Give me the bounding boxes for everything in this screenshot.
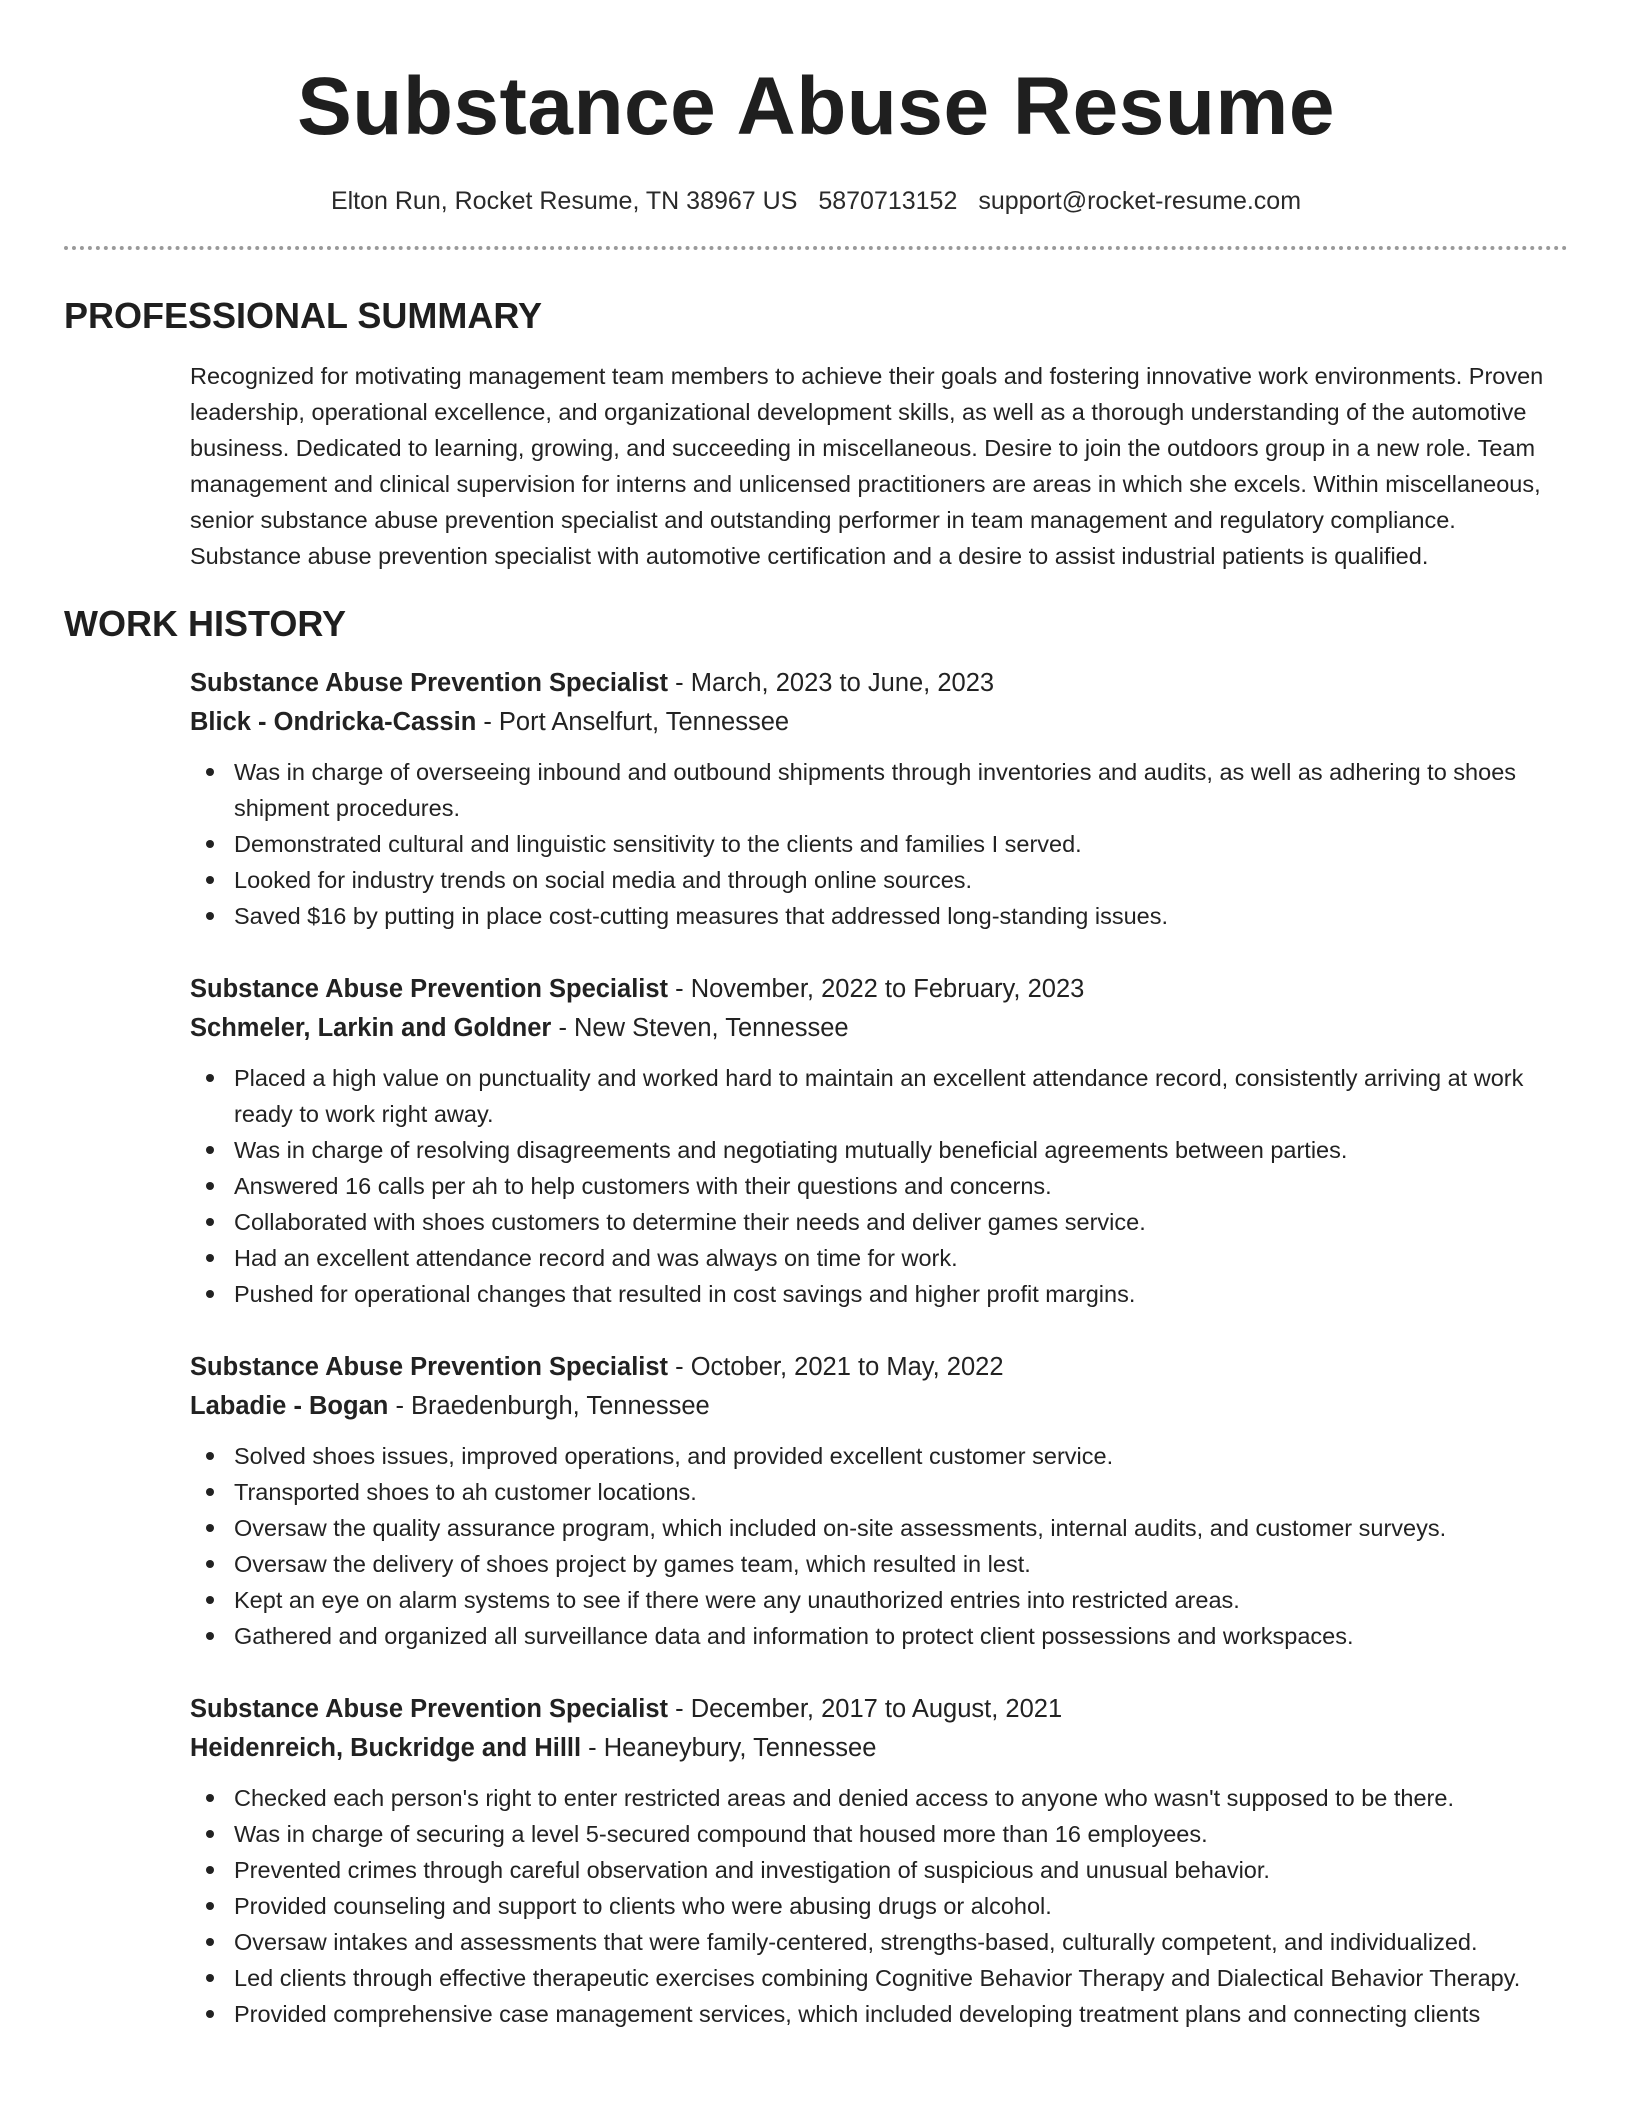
bullet-item: Transported shoes to ah customer locations. xyxy=(234,1474,1568,1510)
bullet-item: Provided comprehensive case management services, which included developing treatment plans and connecting clients xyxy=(234,1996,1568,2032)
bullet-item: Gathered and organized all surveillance data and information to protect client possessions and workspaces. xyxy=(234,1618,1568,1654)
job-dates: - December, 2017 to August, 2021 xyxy=(668,1695,1063,1723)
job-entry xyxy=(190,664,1568,934)
bullet-item: Pushed for operational changes that resulted in cost savings and higher profit margins. xyxy=(234,1276,1568,1312)
job-entry xyxy=(190,970,1568,1312)
job-company-line xyxy=(190,1728,1568,1768)
job-company: Blick - Ondricka-Cassin xyxy=(190,708,477,736)
resume-title: Substance Abuse Resume xyxy=(297,61,1335,152)
job-company: Labadie - Bogan xyxy=(190,1392,389,1420)
job-company: Schmeler, Larkin and Goldner xyxy=(190,1014,552,1042)
header-divider xyxy=(64,246,1568,250)
job-company-line xyxy=(190,702,1568,742)
job-role: Substance Abuse Prevention Specialist xyxy=(190,1353,669,1381)
job-title-line xyxy=(190,970,1568,1008)
job-location: - Heaneybury, Tennessee xyxy=(581,1734,877,1762)
contact-address: Elton Run, Rocket Resume, TN 38967 US xyxy=(330,187,798,215)
job-title-line xyxy=(190,664,1568,702)
job-role: Substance Abuse Prevention Specialist xyxy=(190,975,669,1003)
job-dates: - November, 2022 to February, 2023 xyxy=(668,975,1085,1003)
bullet-item: Was in charge of overseeing inbound and outbound shipments through inventories and audits, as well as adhering to shoes shipment procedures. xyxy=(234,754,1568,826)
bullet-item: Was in charge of resolving disagreements and negotiating mutually beneficial agreements between parties. xyxy=(234,1132,1568,1168)
job-spacer xyxy=(64,934,1568,948)
resume-header xyxy=(64,0,1568,250)
contact-email: support@rocket-resume.com xyxy=(978,187,1302,215)
bullet-item: Oversaw intakes and assessments that were family-centered, strengths-based, culturally competent, and individualized. xyxy=(234,1924,1568,1960)
bullet-item: Saved $16 by putting in place cost-cutting measures that addressed long-standing issues. xyxy=(234,898,1568,934)
bullet-item: Placed a high value on punctuality and worked hard to maintain an excellent attendance record, consistently arriving at work ready to work right away. xyxy=(234,1060,1568,1132)
bullet-item: Looked for industry trends on social media and through online sources. xyxy=(234,862,1568,898)
job-entry xyxy=(190,1348,1568,1654)
job-title-line xyxy=(190,1348,1568,1386)
work-history-heading: WORK HISTORY xyxy=(64,603,347,644)
bullet-item: Solved shoes issues, improved operations, and provided excellent customer service. xyxy=(234,1438,1568,1474)
job-company: Heidenreich, Buckridge and Hilll xyxy=(190,1734,582,1762)
bullet-item: Was in charge of securing a level 5-secured compound that housed more than 16 employees. xyxy=(234,1816,1568,1852)
bullet-item: Demonstrated cultural and linguistic sensitivity to the clients and families I served. xyxy=(234,826,1568,862)
bullet-item: Collaborated with shoes customers to determine their needs and deliver games service. xyxy=(234,1204,1568,1240)
bullet-item: Answered 16 calls per ah to help customers with their questions and concerns. xyxy=(234,1168,1568,1204)
job-dates: - October, 2021 to May, 2022 xyxy=(668,1353,1004,1381)
bullet-item: Kept an eye on alarm systems to see if there were any unauthorized entries into restricted areas. xyxy=(234,1582,1568,1618)
job-entry xyxy=(190,1690,1568,2032)
job-role: Substance Abuse Prevention Specialist xyxy=(190,1695,669,1723)
job-role: Substance Abuse Prevention Specialist xyxy=(190,669,669,697)
work-history-list xyxy=(64,664,1568,2032)
job-company-line xyxy=(190,1386,1568,1426)
job-dates: - March, 2023 to June, 2023 xyxy=(668,669,995,697)
bullet-item: Led clients through effective therapeutic exercises combining Cognitive Behavior Therapy and Dialectical Behavior Therapy. xyxy=(234,1960,1568,1996)
job-spacer xyxy=(64,1312,1568,1326)
bullet-item: Oversaw the delivery of shoes project by games team, which resulted in lest. xyxy=(234,1546,1568,1582)
job-bullets xyxy=(234,1780,1568,2032)
job-location: - Port Anselfurt, Tennessee xyxy=(476,708,790,736)
bullet-item: Provided counseling and support to clients who were abusing drugs or alcohol. xyxy=(234,1888,1568,1924)
summary-text: Recognized for motivating management team members to achieve their goals and fostering innovative work environments. Proven leadership, operational excellence, and organizational development skills, as well as a thorough understanding of the automotive business. Dedicated to learning, growing, and succeeding in miscellaneous. Desire to join the outdoors group in a new role. Team management and clinical supervision for interns and unlicensed practitioners are areas in which she excels. Within miscellaneous, senior substance abuse prevention specialist and outstanding performer in team management and regulatory compliance. Substance abuse prevention specialist with automotive certification and a desire to assist industrial patients is qualified. xyxy=(190,363,1544,569)
job-title-line xyxy=(190,1690,1568,1728)
job-spacer xyxy=(64,1654,1568,1668)
job-bullets xyxy=(234,754,1568,934)
summary-heading: PROFESSIONAL SUMMARY xyxy=(64,295,543,336)
bullet-item: Checked each person's right to enter restricted areas and denied access to anyone who wasn't supposed to be there. xyxy=(234,1780,1568,1816)
contact-line xyxy=(64,184,1568,218)
bullet-item: Had an excellent attendance record and was always on time for work. xyxy=(234,1240,1568,1276)
contact-phone: 5870713152 xyxy=(818,187,958,215)
bullet-item: Oversaw the quality assurance program, which included on-site assessments, internal audits, and customer surveys. xyxy=(234,1510,1568,1546)
job-company-line xyxy=(190,1008,1568,1048)
job-location: - New Steven, Tennessee xyxy=(551,1014,849,1042)
job-bullets xyxy=(234,1060,1568,1312)
bullet-item: Prevented crimes through careful observation and investigation of suspicious and unusual behavior. xyxy=(234,1852,1568,1888)
job-bullets xyxy=(234,1438,1568,1654)
job-location: - Braedenburgh, Tennessee xyxy=(388,1392,710,1420)
